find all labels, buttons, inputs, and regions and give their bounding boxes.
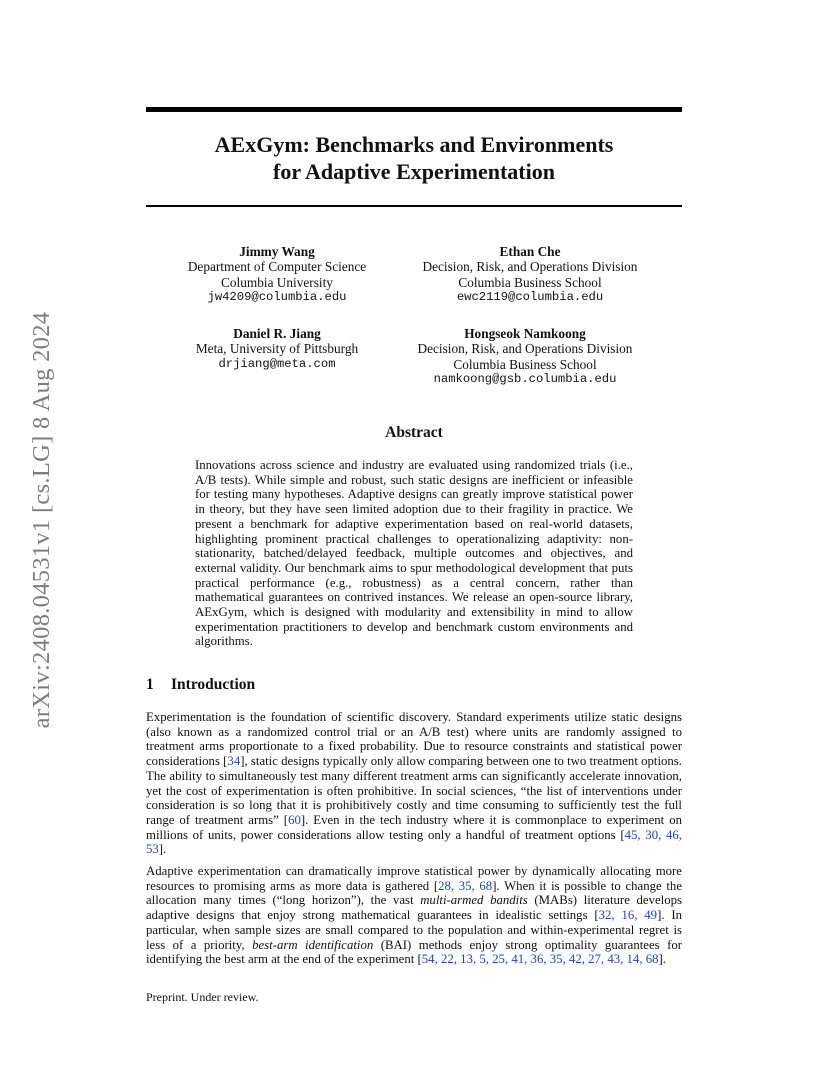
intro-paragraph-1 [146,710,682,857]
paper-title [146,131,682,185]
author-block [410,326,640,387]
title-bottom-rule [146,205,682,207]
author-name: Daniel R. Jiang [233,326,321,341]
author-email[interactable]: drjiang@meta.com [218,356,336,371]
arxiv-identifier-stamp: arXiv:2408.04531v1 [cs.LG] 8 Aug 2024 [28,311,55,729]
author-block [176,326,378,372]
author-name: Ethan Che [499,244,561,259]
text-run: ]. [158,842,167,857]
intro-paragraph-2 [146,864,682,967]
author-block [410,244,650,305]
text-run: ]. [658,952,666,967]
citation-link[interactable]: 34 [227,754,241,769]
author-affiliation: Columbia Business School [453,356,597,372]
text-run: ], static designs typically only allow comparing between one to two treatment options. The ability to simultaneously test many different treatment arms can significantly accelerate innovation, yet the cost of experimentation is often prohibitive. In social sciences, “the list of interventions under consideration is so long that it is prohibitively costly and time consuming to sufficiently test the full range of treatment arms” [ [146,754,682,827]
text-run: ]. Even in the tech industry where it is commonplace to experiment on millions of units, power considerations allow testing only a handful of treatment options [ [146,812,682,842]
author-email[interactable]: jw4209@columbia.edu [207,289,347,304]
citation-link[interactable]: 32, 16, 49 [598,908,658,923]
author-email[interactable]: ewc2119@columbia.edu [456,289,604,304]
author-affiliation: Decision, Risk, and Operations Division [422,259,638,275]
author-name: Jimmy Wang [239,244,315,259]
author-affiliation: Department of Computer Science [187,259,367,275]
section-title: Introduction [171,676,256,693]
citation-link[interactable]: 60 [288,812,301,827]
abstract-text: Innovations across science and industry are evaluated using randomized trials (i.e., A/B tests). While simple and robust, such static designs are inefficient or infeasible for testing many hypotheses. Adaptive designs can greatly improve statistical power in theory, but they have seen limited adoption due to their fragility in practice. We present a benchmark for adaptive experimentation based on real-world datasets, highlighting prominent practical challenges to operationalizing adaptivity: non-stationarity, batched/delayed feedback, multiple outcomes and objectives, and external validity. Our benchmark aims to spur methodological development that puts practical performance (e.g., robustness) as a central concern, rather than mathematical guarantees on contrived instances. We release an open-source library, AExGym, which is designed with modularity and extensibility in mind to allow experimentation practitioners to develop and benchmark custom environments and algorithms. [195,458,633,649]
author-affiliation: Meta, University of Pittsburgh [195,341,359,357]
text-run: (BAI) methods enjoy strong optimality guarantees for identifying the best arm at the end of the experiment [ [146,937,683,967]
citation-link[interactable]: 28, 35, 68 [438,878,493,893]
text-run: (MABs) literature develops adaptive designs that enjoy strong mathematical guarantees in idealistic settings [ [146,893,682,923]
title-line-2: for Adaptive Experimentation [273,159,555,184]
author-block [176,244,378,305]
abstract-heading: Abstract [385,424,443,441]
section-heading [146,676,255,694]
section-number: 1 [146,676,154,693]
text-run: Experimentation is the foundation of scientific discovery. Standard experiments utilize static designs (also known as a randomized control trial or an A/B test) where units are randomly assigned to treatment arms proportionate to a fixed probability. Due to resource constraints and statistical power considerations [ [146,710,682,769]
title-top-rule [146,107,682,112]
text-run: ]. When it is possible to change the allocation many times (“long horizon”), the vast [146,878,683,908]
text-run: Adaptive experimentation can dramatically improve statistical power by dynamically allocating more resources to promising arms as more data is gathered [ [146,864,682,893]
author-email[interactable]: namkoong@gsb.columbia.edu [433,371,617,386]
emphasized-term: best-arm identification [252,937,374,952]
title-line-1: AExGym: Benchmarks and Environments [214,132,614,157]
text-run: ]. In particular, when sample sizes are small compared to the population and within-experimental regret is less of a priority, [146,908,682,952]
author-affiliation: Columbia Business School [458,274,602,290]
author-affiliation: Decision, Risk, and Operations Division [417,341,633,357]
author-name: Hongseok Namkoong [464,326,586,341]
citation-link[interactable]: 45, 30, 46, 53 [146,827,682,857]
citation-link[interactable]: 54, 22, 13, 5, 25, 41, 36, 35, 42, 27, 43, 14, 68 [421,952,659,967]
author-affiliation: Columbia University [221,274,333,290]
page-footer-note: Preprint. Under review. [146,990,259,1004]
emphasized-term: multi-armed bandits [420,893,528,908]
